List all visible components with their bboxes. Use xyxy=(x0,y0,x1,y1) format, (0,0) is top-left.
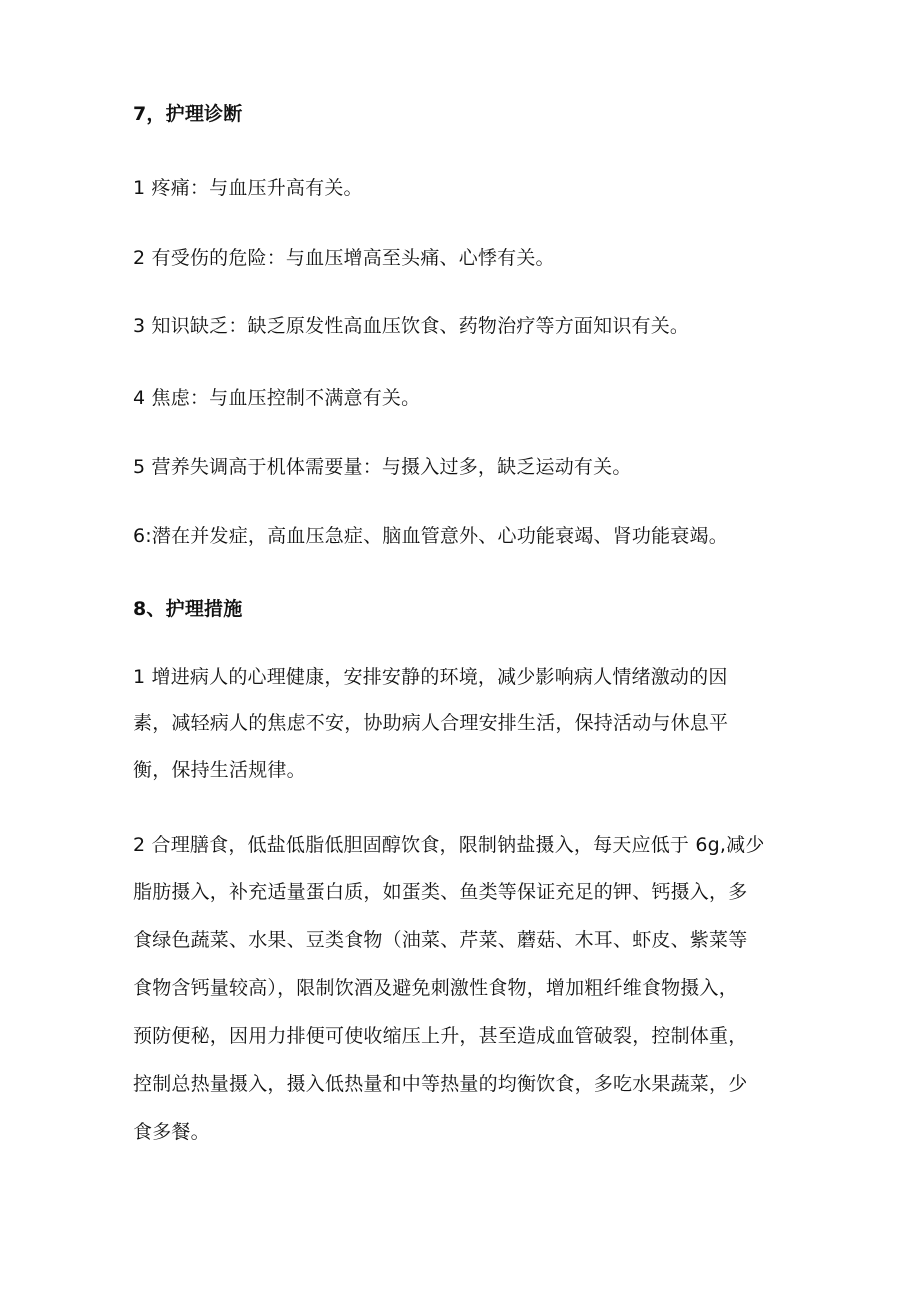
diagnosis-item-5: 5 营养失调高于机体需要量：与摄入过多，缺乏运动有关。 xyxy=(133,456,632,478)
measure-2-line-1: 2 合理膳食，低盐低脂低胆固醇饮食，限制钠盐摄入，每天应低于 6g,减少 xyxy=(133,834,765,856)
measure-1-line-2: 素，减轻病人的焦虑不安，协助病人合理安排生活，保持活动与休息平 xyxy=(133,712,729,734)
diagnosis-item-2: 2 有受伤的危险：与血压增高至头痛、心悸有关。 xyxy=(133,247,555,269)
diagnosis-item-1: 1 疼痛：与血压升高有关。 xyxy=(133,177,363,199)
measure-2-line-6: 控制总热量摄入，摄入低热量和中等热量的均衡饮食，多吃水果蔬菜，少 xyxy=(133,1073,748,1095)
diagnosis-item-6: 6:潜在并发症，高血压急症、脑血管意外、心功能衰竭、肾功能衰竭。 xyxy=(133,525,728,547)
measure-2-line-5: 预防便秘，因用力排便可使收缩压上升，甚至造成血管破裂，控制体重， xyxy=(133,1025,748,1047)
diagnosis-item-4: 4 焦虑：与血压控制不满意有关。 xyxy=(133,387,421,409)
measure-1-line-3: 衡，保持生活规律。 xyxy=(133,759,306,781)
diagnosis-item-3: 3 知识缺乏：缺乏原发性高血压饮食、药物治疗等方面知识有关。 xyxy=(133,315,690,337)
section-7-heading: 7，护理诊断 xyxy=(133,103,243,125)
measure-2-line-7: 食多餐。 xyxy=(133,1121,210,1143)
measure-1-line-1: 1 增进病人的心理健康，安排安静的环境，减少影响病人情绪激动的因 xyxy=(133,666,728,688)
measure-2-line-4: 食物含钙量较高），限制饮酒及避免刺激性食物，增加粗纤维食物摄入， xyxy=(133,977,738,999)
measure-2-line-2: 脂肪摄入，补充适量蛋白质，如蛋类、鱼类等保证充足的钾、钙摄入，多 xyxy=(133,881,748,903)
measure-2-line-3: 食绿色蔬菜、水果、豆类食物（油菜、芹菜、蘑菇、木耳、虾皮、紫菜等 xyxy=(133,929,748,951)
section-8-heading: 8、护理措施 xyxy=(133,598,243,620)
